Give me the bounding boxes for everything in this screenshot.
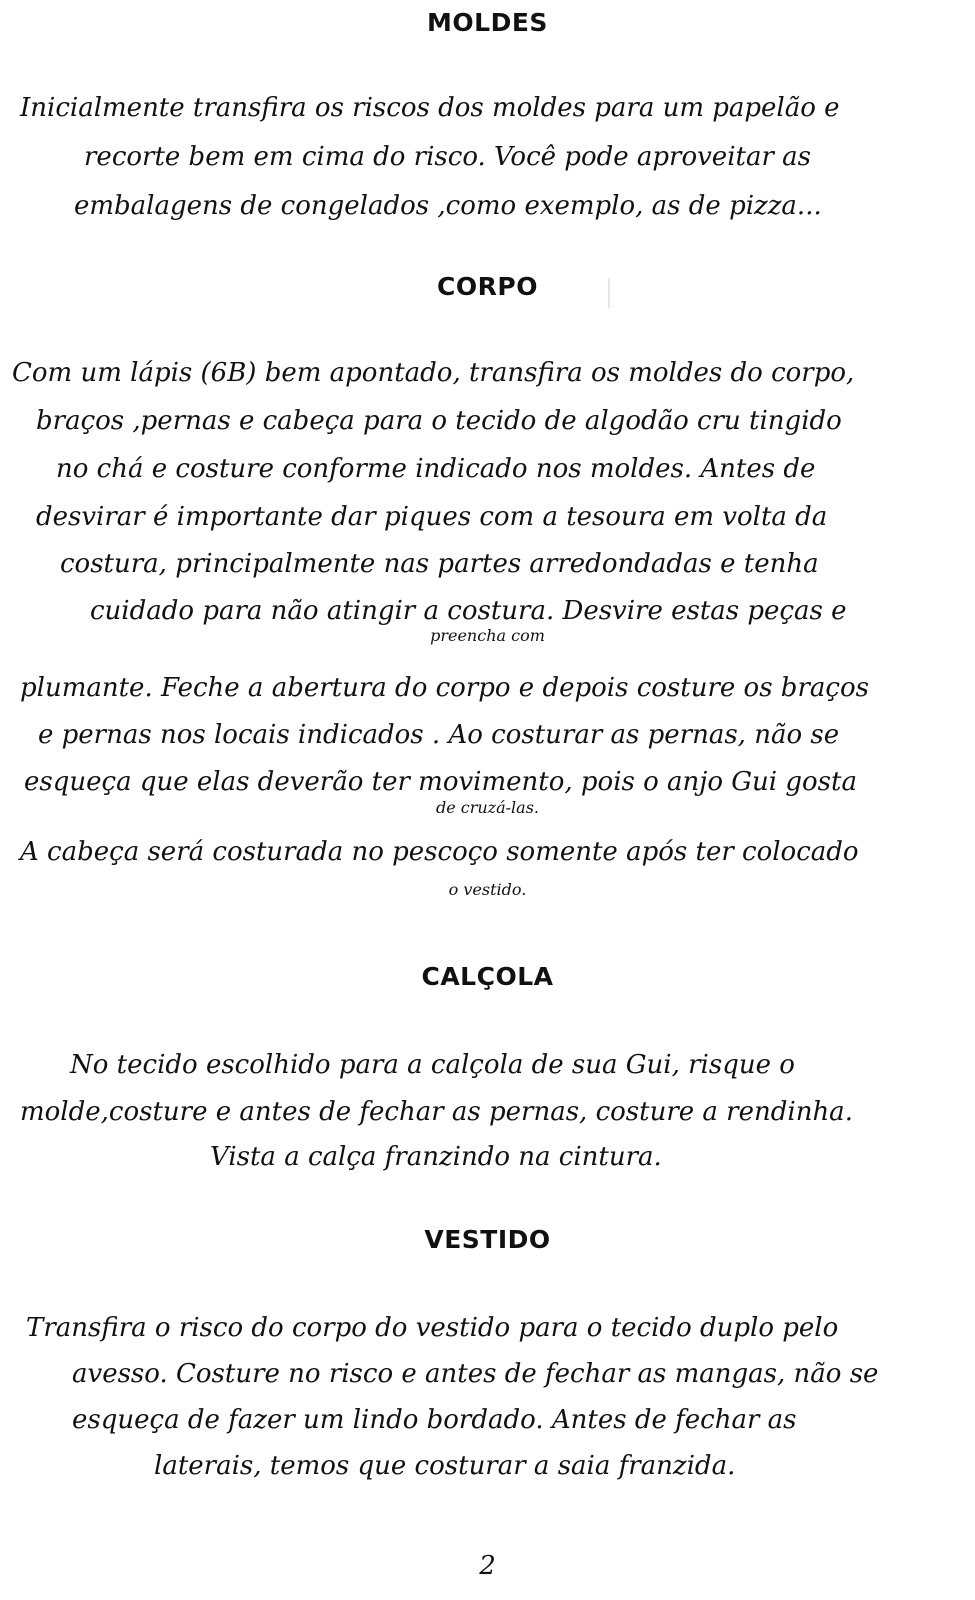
calcola-line-1: No tecido escolhido para a calçola de sua Gui, risque o bbox=[70, 1050, 795, 1080]
vestido-line-2: avesso. Costure no risco e antes de fechar as mangas, não se bbox=[72, 1359, 879, 1389]
heading-moldes: MOLDES bbox=[427, 8, 548, 37]
corpo-line-1: Com um lápis (6B) bem apontado, transfira os moldes do corpo, bbox=[12, 358, 855, 388]
corpo-line-13: o vestido. bbox=[448, 880, 527, 899]
moldes-line-3: embalagens de congelados ,como exemplo, as de pizza... bbox=[74, 191, 822, 221]
heading-vestido: VESTIDO bbox=[424, 1225, 551, 1254]
page-number: 2 bbox=[479, 1551, 496, 1581]
vestido-line-3: esqueça de fazer um lindo bordado. Antes de fechar as bbox=[72, 1405, 797, 1435]
heading-calcola: CALÇOLA bbox=[421, 962, 554, 991]
corpo-line-11: de cruzá-las. bbox=[435, 798, 540, 817]
corpo-line-9: e pernas nos locais indicados . Ao costurar as pernas, não se bbox=[38, 720, 840, 750]
corpo-line-4: desvirar é importante dar piques com a tesoura em volta da bbox=[36, 502, 828, 532]
corpo-line-10: esqueça que elas deverão ter movimento, pois o anjo Gui gosta bbox=[24, 767, 857, 797]
corpo-line-5: costura, principalmente nas partes arredondadas e tenha bbox=[60, 549, 819, 579]
corpo-line-8: plumante. Feche a abertura do corpo e depois costure os braços bbox=[20, 673, 869, 703]
calcola-line-3: Vista a calça franzindo na cintura. bbox=[210, 1142, 662, 1172]
moldes-line-2: recorte bem em cima do risco. Você pode aproveitar as bbox=[84, 142, 811, 172]
corpo-line-3: no chá e costure conforme indicado nos moldes. Antes de bbox=[56, 454, 816, 484]
corpo-line-2: braços ,pernas e cabeça para o tecido de algodão cru tingido bbox=[36, 406, 842, 436]
corpo-line-6: cuidado para não atingir a costura. Desvire estas peças e bbox=[90, 596, 847, 626]
corpo-line-7: preencha com bbox=[430, 626, 545, 645]
vestido-line-1: Transfira o risco do corpo do vestido para o tecido duplo pelo bbox=[26, 1313, 839, 1343]
corpo-line-12: A cabeça será costurada no pescoço somente após ter colocado bbox=[20, 837, 859, 867]
vestido-line-4: laterais, temos que costurar a saia franzida. bbox=[154, 1451, 736, 1481]
calcola-line-2: molde,costure e antes de fechar as pernas, costure a rendinha. bbox=[20, 1097, 853, 1127]
moldes-line-1: Inicialmente transfira os riscos dos moldes para um papelão e bbox=[20, 93, 840, 123]
heading-corpo: CORPO bbox=[437, 272, 538, 301]
